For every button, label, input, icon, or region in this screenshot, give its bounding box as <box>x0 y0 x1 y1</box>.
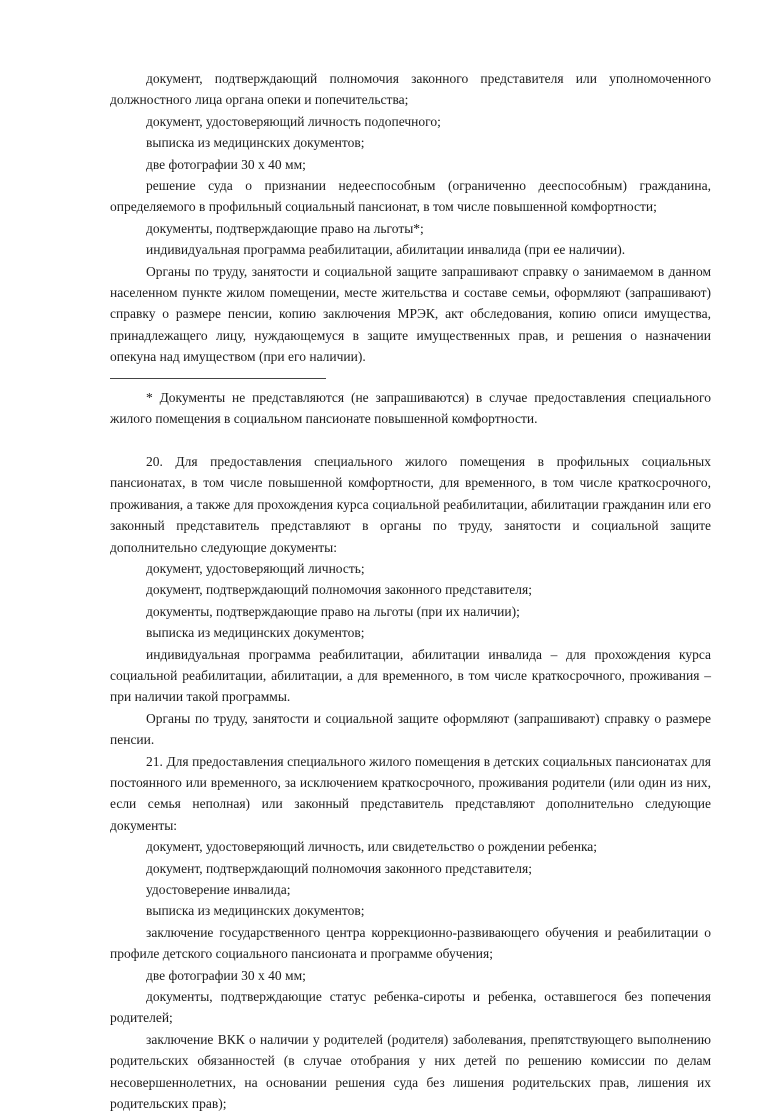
paragraph: документ, удостоверяющий личность; <box>146 560 365 576</box>
paragraph: Органы по труду, занятости и социальной защите оформляют (запрашивают) справку о размере пенсии. <box>110 710 711 748</box>
paragraph: документы, подтверждающие статус ребенка-сироты и ребенка, оставшегося без попечения родителей; <box>110 989 711 1026</box>
paragraph: выписка из медицинских документов; <box>146 135 365 151</box>
paragraph: документ, подтверждающий полномочия законного представителя; <box>146 582 532 598</box>
paragraph: документы, подтверждающие право на льготы*; <box>146 220 424 236</box>
paragraph: 21. Для предоставления специального жилого помещения в детских социальных пансионатах для постоянного или временного, за исключением краткосрочного, проживания родители (или один из них, если семья неполная) или законный представитель представляют дополнительно следующие документы: <box>110 753 711 833</box>
footnote: * Документы не представляются (не запрашиваются) в случае предоставления специального жилого помещения в социальном пансионате повышенной комфортности. <box>110 389 711 427</box>
paragraph: документ, подтверждающий полномочия законного представителя или уполномоченного должностного лица органа опеки и попечительства; <box>110 71 711 108</box>
paragraph: выписка из медицинских документов; <box>146 903 365 919</box>
paragraph: заключение государственного центра коррекционно-развивающего обучения и реабилитации о профиле детского социального пансионата и программе обучения; <box>110 924 711 962</box>
paragraph: документ, удостоверяющий личность, или свидетельство о рождении ребенка; <box>146 839 598 855</box>
paragraph: документ, удостоверяющий личность подопечного; <box>146 113 441 129</box>
footnote-separator <box>110 378 326 379</box>
paragraph: документы, подтверждающие право на льготы (при их наличии); <box>146 603 520 619</box>
paragraph: удостоверение инвалида; <box>146 882 291 898</box>
paragraph: документ, подтверждающий полномочия законного представителя; <box>146 860 532 876</box>
paragraph: две фотографии 30 х 40 мм; <box>146 156 306 172</box>
paragraph: Органы по труду, занятости и социальной защите запрашивают справку о занимаемом в данном населенном пункте жилом помещении, месте жительства и составе семьи, оформляют (запрашивают) справку о размере пенсии, копию заключения МРЭК, акт обследования, копию описи имущества, принадлежащего лицу, нуждающемуся в защите имущественных прав, и решения о назначении опекуна над имуществом (при его наличии). <box>110 263 711 365</box>
document-page <box>110 68 711 1114</box>
paragraph: индивидуальная программа реабилитации, абилитации инвалида (при ее наличии). <box>146 242 626 258</box>
paragraph: две фотографии 30 х 40 мм; <box>146 967 306 983</box>
paragraph: выписка из медицинских документов; <box>146 625 365 641</box>
paragraph: 20. Для предоставления специального жилого помещения в профильных социальных пансионатах, в том числе повышенной комфортности, для временного, в том числе краткосрочного, проживания, а также для прохождения курса социальной реабилитации, абилитации гражданин или его законный представитель представляют в органы по труду, занятости и социальной защите дополнительно следующие документы: <box>110 453 711 555</box>
paragraph: индивидуальная программа реабилитации, абилитации инвалида – для прохождения курса социальной реабилитации, абилитации, а для временного, в том числе краткосрочного, проживания – при наличии такой программы. <box>110 646 711 705</box>
paragraph: заключение ВКК о наличии у родителей (родителя) заболевания, препятствующего выполнению родительских обязанностей (в случае отобрания у них детей по решению комиссии по делам несовершеннолетних, на основании решения суда без лишения родительских прав, лишения их родительских прав); <box>110 1031 711 1112</box>
spacer <box>110 430 711 451</box>
paragraph: решение суда о признании недееспособным (ограниченно дееспособным) гражданина, определяемого в профильный социальный пансионат, в том числе повышенной комфортности; <box>110 178 711 215</box>
